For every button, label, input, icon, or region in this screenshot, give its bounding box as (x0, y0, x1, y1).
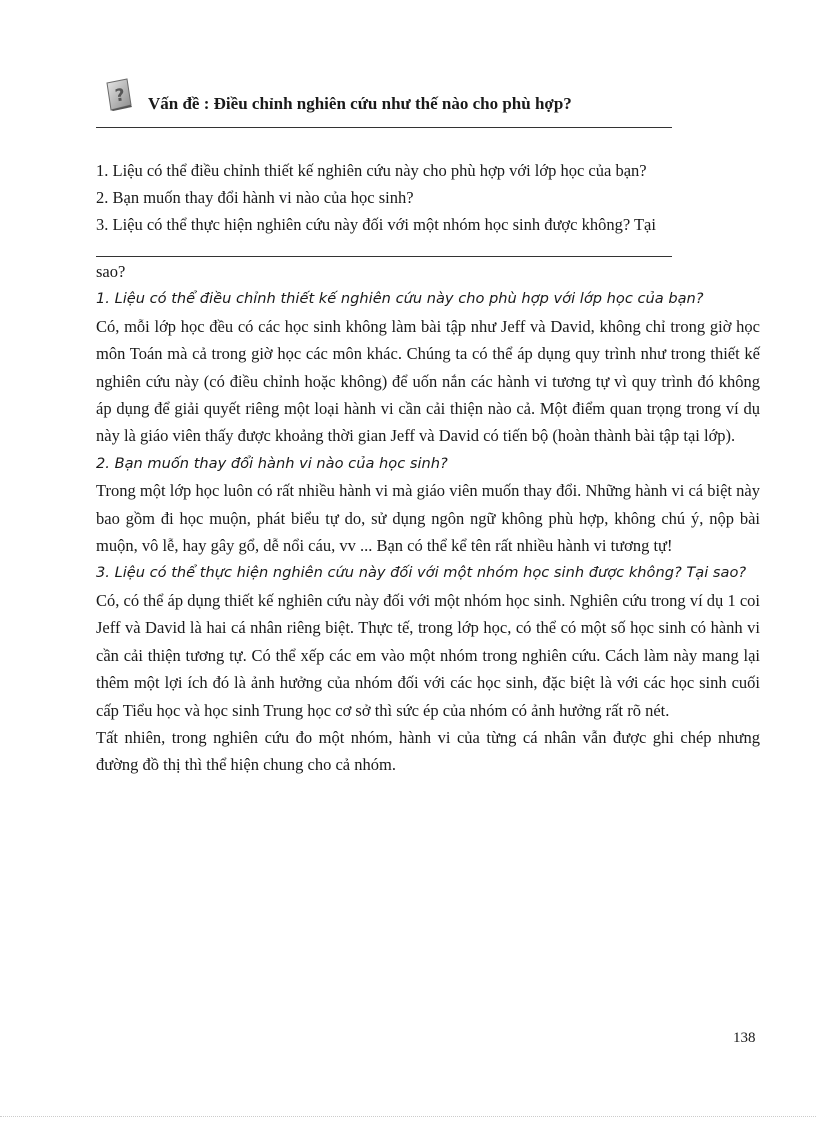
svg-text:?: ? (113, 85, 127, 107)
answer-paragraph-2: Trong một lớp học luôn có rất nhiều hành vi mà giáo viên muốn thay đổi. Những hành vi cá biệt này bao gồm đi học muộn, phát biểu tự do, sử dụng ngôn ngữ không phù hợp, không chú ý, nộp bài muộn, vô lễ, hay gây gổ, dễ nổi cáu, vv ... Bạn có thể kể tên rất nhiều hành vi tương tự! (96, 481, 760, 556)
title-divider (96, 127, 672, 128)
question-mark-icon (105, 78, 133, 112)
page-title: Vấn đề : Điều chỉnh nghiên cứu như thế nào cho phù hợp? (148, 94, 572, 113)
answer-heading-1: 1. Liệu có thể điều chỉnh thiết kế nghiên cứu này cho phù hợp với lớp học của bạn? (96, 290, 704, 308)
question-continuation: sao? (96, 262, 126, 281)
answer-paragraph-3: Có, có thể áp dụng thiết kế nghiên cứu này đối với một nhóm học sinh. Nghiên cứu trong ví dụ 1 coi Jeff và David là hai cá nhân riêng biệt. Thực tế, trong lớp học, có thể có một số học sinh có hành vi cần cải thiện tương tự. Có thể xếp các em vào một nhóm trong nghiên cứu. Cách làm này mang lại thêm một lợi ích đó là ảnh hưởng của nhóm đối với các học sinh, đặc biệt là với các học sinh cuối cấp Tiểu học và học sinh Trung học cơ sở thì sức ép của nhóm có ảnh hưởng rất rõ nét. (96, 590, 760, 720)
question-item: 1. Liệu có thể điều chỉnh thiết kế nghiên cứu này cho phù hợp với lớp học của bạn? (96, 161, 647, 180)
answer-heading-3: 3. Liệu có thể thực hiện nghiên cứu này đối với một nhóm học sinh được không? Tại sao? (96, 564, 747, 582)
closing-paragraph: Tất nhiên, trong nghiên cứu đo một nhóm, hành vi của từng cá nhân vẫn được ghi chép nhưng đường đồ thị thì thể hiện chung cho cả nhóm. (96, 727, 760, 775)
page-number: 138 (733, 1030, 756, 1046)
page-bottom-border (0, 1116, 816, 1117)
question-item: 2. Bạn muốn thay đổi hành vi nào của học sinh? (96, 188, 414, 207)
question-item: 3. Liệu có thể thực hiện nghiên cứu này đối với một nhóm học sinh được không? Tại (96, 215, 656, 234)
question-list (96, 157, 766, 238)
answer-heading-2: 2. Bạn muốn thay đổi hành vi nào của học sinh? (96, 454, 448, 472)
answer-paragraph-1: Có, mỗi lớp học đều có các học sinh không làm bài tập như Jeff và David, không chỉ trong giờ học môn Toán mà cả trong giờ học các môn khác. Chúng ta có thể áp dụng quy trình như trong thiết kế nghiên cứu này (có điều chỉnh hoặc không) để uốn nắn các hành vi tương tự vì quy trình đó không áp dụng để giải quyết riêng một loại hành vi cần cải thiện nào cả. Một điểm quan trọng trong ví dụ này là giáo viên thấy được khoảng thời gian Jeff và David có tiến bộ (hoàn thành bài tập tại lớp). (96, 316, 760, 446)
answers-section (96, 258, 760, 779)
questions-divider (96, 256, 672, 257)
